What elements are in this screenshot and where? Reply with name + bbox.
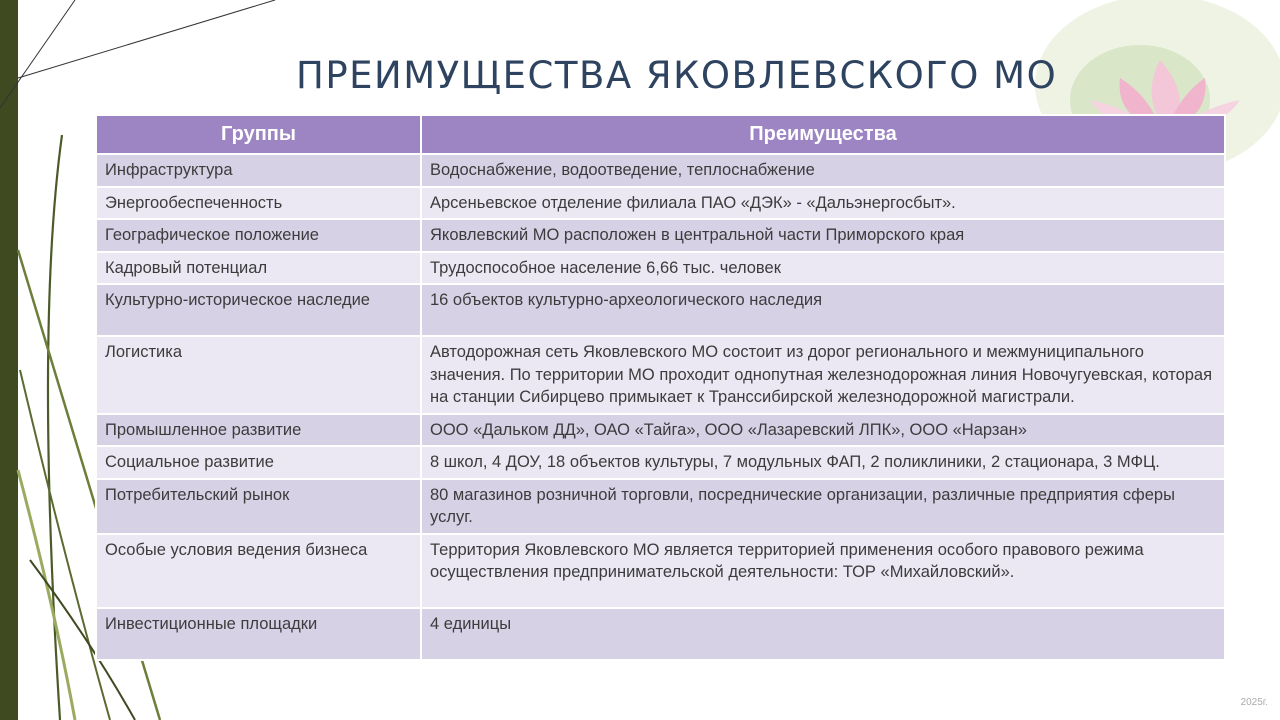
table-row <box>96 479 1225 534</box>
table-row <box>96 608 1225 660</box>
advantage-cell: Автодорожная сеть Яковлевского МО состоит из дорог регионального и межмуниципального значения. По территории МО проходит однопутная железнодорожная линия Новочугуевская, которая на станции Сибирцево примыкает к Транссибирской железнодорожной магистрали. <box>421 336 1225 414</box>
group-cell: Культурно-историческое наследие <box>96 284 421 336</box>
advantage-cell: Яковлевский МО расположен в центральной части Приморского края <box>421 219 1225 252</box>
table-row <box>96 336 1225 414</box>
table-row <box>96 154 1225 187</box>
advantage-cell: 16 объектов культурно-археологического наследия <box>421 284 1225 336</box>
group-cell: Логистика <box>96 336 421 414</box>
footer-year: 2025г. <box>1240 697 1268 708</box>
group-cell: Социальное развитие <box>96 446 421 479</box>
group-cell: Промышленное развитие <box>96 414 421 447</box>
advantage-cell: Трудоспособное население 6,66 тыс. человек <box>421 252 1225 285</box>
advantage-cell: ООО «Дальком ДД», ОАО «Тайга», ООО «Лазаревский ЛПК», ООО «Нарзан» <box>421 414 1225 447</box>
advantage-cell: Водоснабжение, водоотведение, теплоснабжение <box>421 154 1225 187</box>
group-cell: Географическое положение <box>96 219 421 252</box>
table-row <box>96 414 1225 447</box>
advantage-cell: 80 магазинов розничной торговли, посреднические организации, различные предприятия сферы услуг. <box>421 479 1225 534</box>
header-groups: Группы <box>96 115 421 154</box>
table-row <box>96 284 1225 336</box>
slide-title: ПРЕИМУЩЕСТВА ЯКОВЛЕВСКОГО МО <box>296 54 1058 97</box>
group-cell: Инфраструктура <box>96 154 421 187</box>
table-row <box>96 219 1225 252</box>
table-row <box>96 446 1225 479</box>
advantage-cell: Арсеньевское отделение филиала ПАО «ДЭК» - «Дальэнергосбыт». <box>421 187 1225 220</box>
group-cell: Инвестиционные площадки <box>96 608 421 660</box>
group-cell: Энергообеспеченность <box>96 187 421 220</box>
advantage-cell: 8 школ, 4 ДОУ, 18 объектов культуры, 7 модульных ФАП, 2 поликлиники, 2 стационара, 3 МФЦ. <box>421 446 1225 479</box>
group-cell: Особые условия ведения бизнеса <box>96 534 421 608</box>
header-advantages: Преимущества <box>421 115 1225 154</box>
table-header-row <box>96 115 1225 154</box>
table-row <box>96 534 1225 608</box>
group-cell: Потребительский рынок <box>96 479 421 534</box>
advantage-cell: Территория Яковлевского МО является территорией применения особого правового режима осуществления предпринимательской деятельности: ТОР «Михайловский». <box>421 534 1225 608</box>
group-cell: Кадровый потенциал <box>96 252 421 285</box>
table-row <box>96 252 1225 285</box>
advantage-cell: 4 единицы <box>421 608 1225 660</box>
table-row <box>96 187 1225 220</box>
advantages-table <box>95 114 1226 661</box>
